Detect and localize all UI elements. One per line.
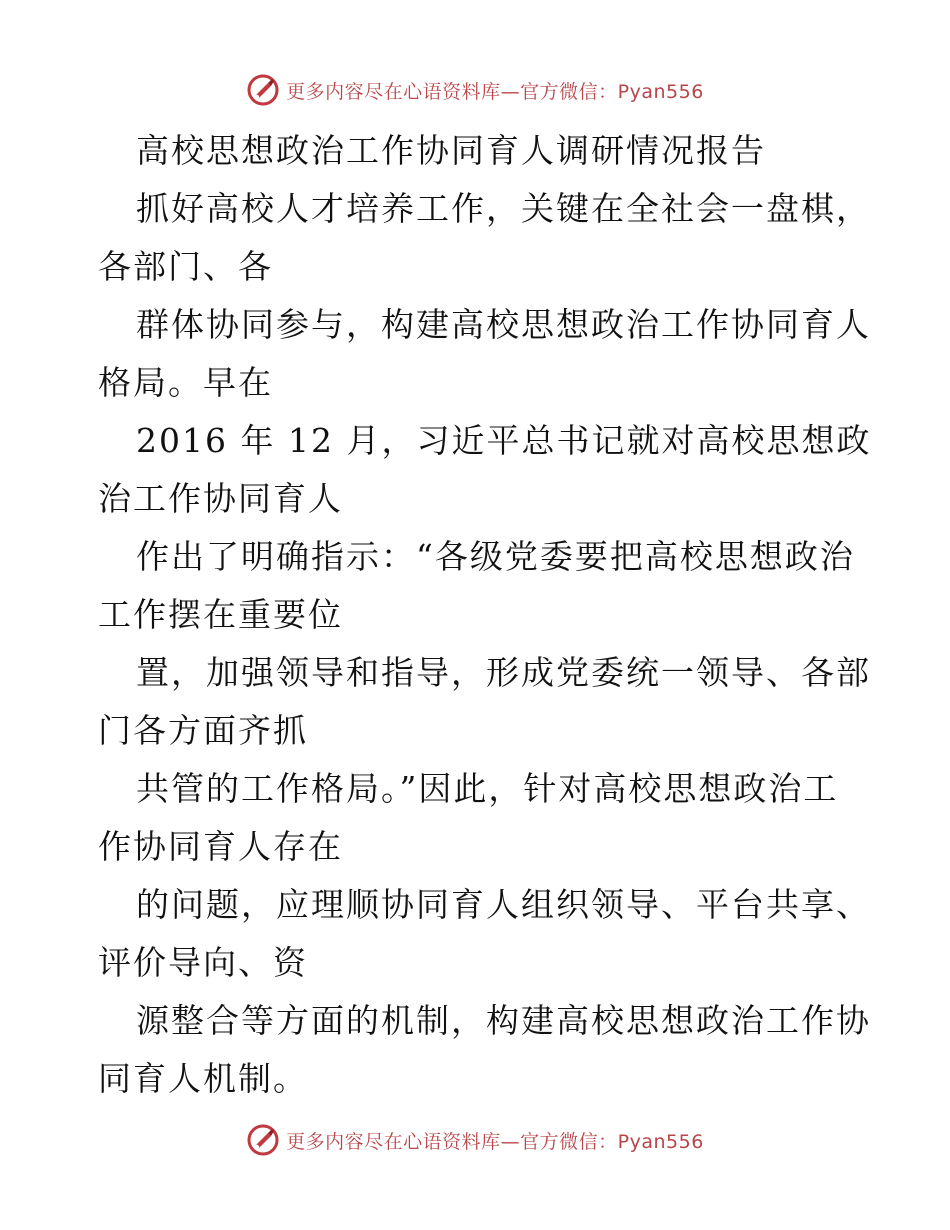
document-title: 高校思想政治工作协同育人调研情况报告	[136, 131, 766, 170]
document-text-line: 的问题，应理顺协同育人组织领导、平台共享、	[136, 885, 871, 924]
footer-banner	[0, 1120, 950, 1160]
document-text-line: 群体协同参与，构建高校思想政治工作协同育人	[136, 305, 871, 344]
document-body	[98, 122, 872, 1108]
document-text-line: 各部门、各	[98, 247, 273, 286]
document-text-line: 工作摆在重要位	[98, 595, 343, 634]
document-text-line: 抓好高校人才培养工作，关键在全社会一盘棋，	[136, 189, 871, 228]
document-text-line: 格局。早在	[98, 363, 273, 402]
document-text-line: 2016 年 12 月，习近平总书记就对高校思想政	[136, 421, 872, 460]
document-text-line: 治工作协同育人	[98, 479, 343, 518]
document-text-line: 同育人机制。	[98, 1059, 308, 1098]
header-banner-text: 更多内容尽在心语资料库—官方微信：Pyan556	[286, 80, 704, 103]
document-text-line: 作出了明确指示：“各级党委要把高校思想政治	[136, 537, 855, 576]
document-text-line: 作协同育人存在	[98, 827, 343, 866]
brand-logo-icon	[246, 73, 280, 107]
footer-banner-text: 更多内容尽在心语资料库—官方微信：Pyan556	[286, 1130, 704, 1153]
header-banner	[0, 70, 950, 110]
document-text-line: 评价导向、资	[98, 943, 308, 982]
document-text-line: 置，加强领导和指导，形成党委统一领导、各部	[136, 653, 871, 692]
document-text-line: 门各方面齐抓	[98, 711, 308, 750]
document-text-line: 源整合等方面的机制，构建高校思想政治工作协	[136, 1001, 871, 1040]
document-text-line: 共管的工作格局。”因此，针对高校思想政治工	[136, 769, 839, 808]
brand-logo-icon	[246, 1123, 280, 1157]
